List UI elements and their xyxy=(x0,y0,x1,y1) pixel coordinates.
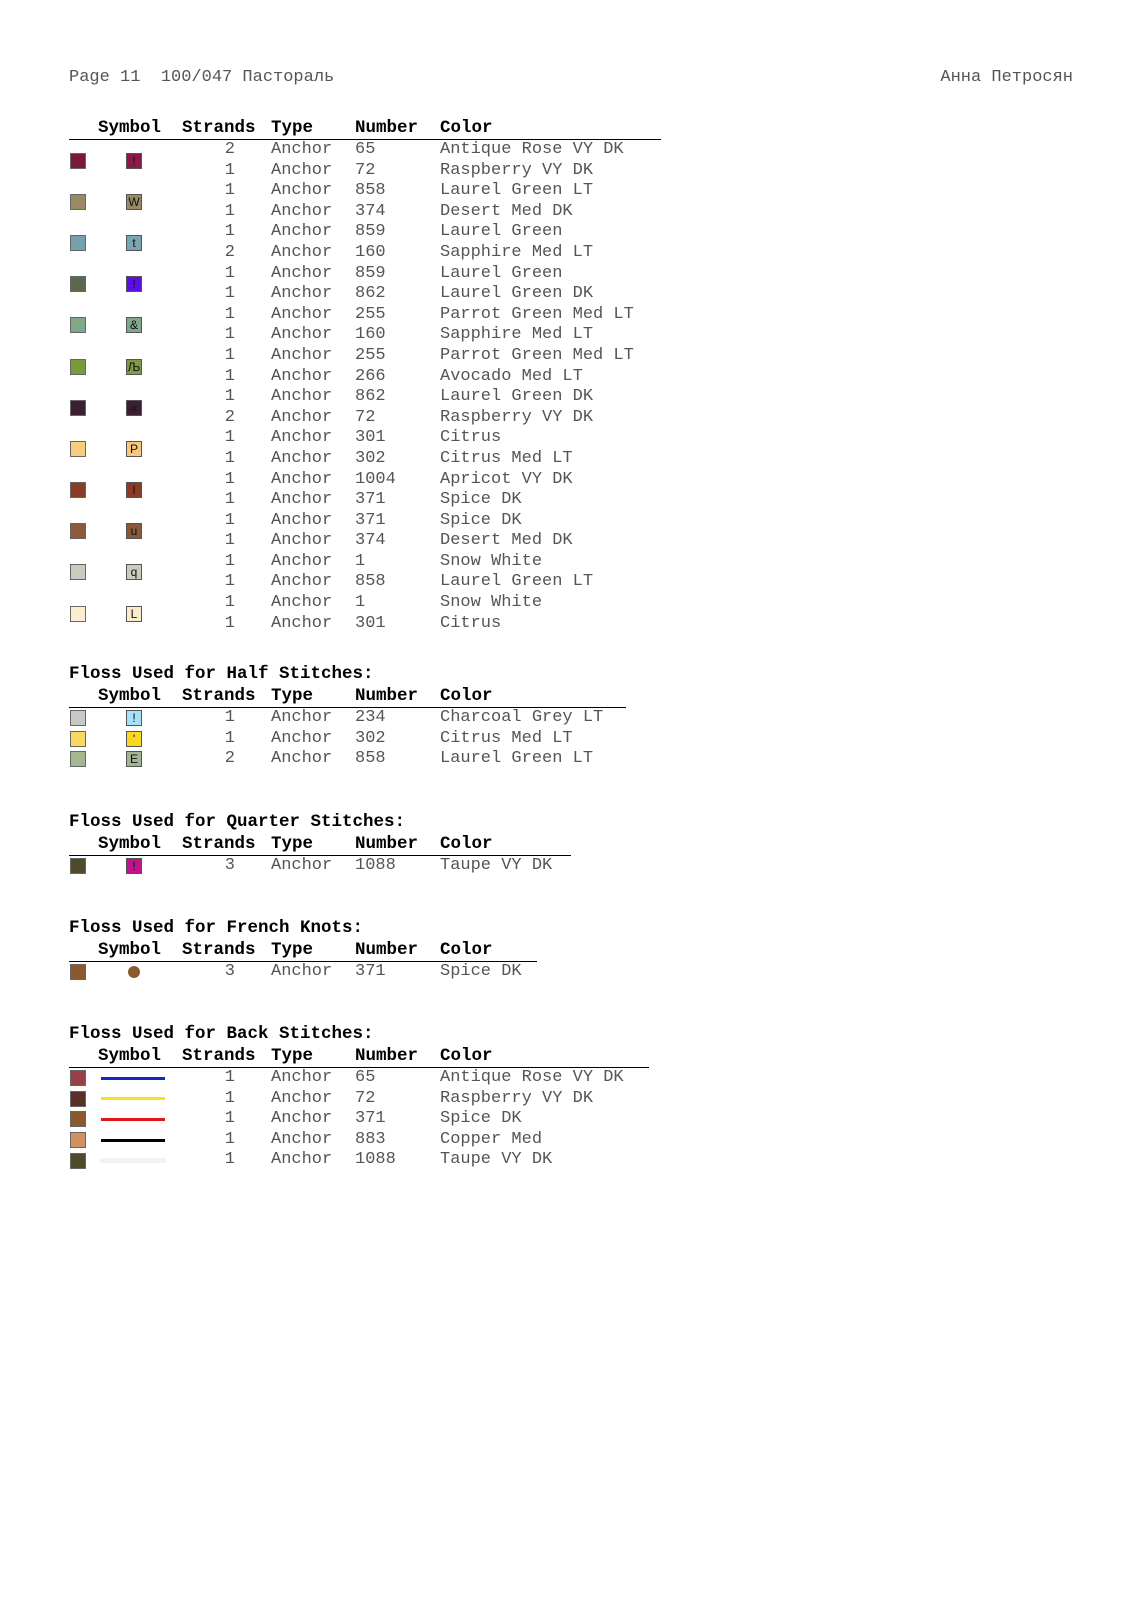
column-header-type: Type xyxy=(271,686,314,706)
number-value: 374 xyxy=(355,531,386,551)
type-value: Anchor xyxy=(271,387,333,407)
column-header-symbol: Symbol xyxy=(98,1046,162,1066)
number-value: 371 xyxy=(355,962,386,981)
strands-value: 1 xyxy=(224,469,235,489)
color-swatch xyxy=(70,964,86,980)
number-value: 301 xyxy=(355,428,386,448)
color-name: Apricot VY DK xyxy=(440,469,573,489)
color-name: Laurel Green LT xyxy=(440,749,594,769)
symbol-box: q xyxy=(126,564,142,580)
symbol-box: E xyxy=(126,751,142,767)
table-row xyxy=(69,264,661,285)
color-swatch xyxy=(70,858,86,874)
french-knot-dot xyxy=(128,966,140,978)
type-value: Anchor xyxy=(271,749,333,769)
back-stitches-table xyxy=(69,1023,649,1171)
table-header xyxy=(69,1045,649,1068)
table-row xyxy=(69,729,626,750)
type-value: Anchor xyxy=(271,304,333,324)
strands-value: 1 xyxy=(224,613,235,633)
table-row xyxy=(69,1109,649,1130)
table-row xyxy=(69,1130,649,1151)
strands-value: 1 xyxy=(224,708,235,727)
type-value: Anchor xyxy=(271,1109,333,1129)
column-header-symbol: Symbol xyxy=(98,686,162,706)
color-swatch xyxy=(70,1111,86,1127)
table-row xyxy=(69,346,661,367)
symbol-box: ! xyxy=(126,710,142,726)
number-value: 1 xyxy=(355,593,366,613)
color-name: Taupe VY DK xyxy=(440,856,553,875)
column-header-color: Color xyxy=(440,940,493,960)
table-row xyxy=(69,614,661,635)
color-name: Snow White xyxy=(440,593,543,613)
symbol-box: & xyxy=(126,317,142,333)
symbol-box: W xyxy=(126,194,142,210)
floss-group xyxy=(69,593,661,634)
column-header-number: Number xyxy=(355,118,419,138)
type-value: Anchor xyxy=(271,531,333,551)
symbol-box: Љ xyxy=(127,359,141,374)
number-value: 160 xyxy=(355,242,386,262)
strands-value: 1 xyxy=(224,366,235,386)
symbol-box: « xyxy=(126,400,142,416)
table-row xyxy=(69,161,661,182)
color-name: Citrus Med LT xyxy=(440,448,573,468)
back-stitch-line xyxy=(101,1118,165,1121)
strands-value: 1 xyxy=(224,728,235,748)
column-header-strands: Strands xyxy=(182,940,256,960)
table-row xyxy=(69,222,661,243)
column-header-number: Number xyxy=(355,1046,419,1066)
type-value: Anchor xyxy=(271,222,333,242)
number-value: 65 xyxy=(355,1068,376,1087)
number-value: 1 xyxy=(355,551,366,571)
column-header-strands: Strands xyxy=(182,834,256,854)
table-row xyxy=(69,552,661,573)
floss-group xyxy=(69,140,661,181)
type-value: Anchor xyxy=(271,962,333,981)
strands-value: 1 xyxy=(224,325,235,345)
color-name: Spice DK xyxy=(440,962,522,981)
color-swatch xyxy=(70,1132,86,1148)
color-swatch xyxy=(70,235,86,251)
color-name: Avocado Med LT xyxy=(440,366,583,386)
table-row xyxy=(69,243,661,264)
back-stitch-line xyxy=(101,1077,165,1080)
french-knots-table xyxy=(69,917,537,983)
color-swatch xyxy=(70,1070,86,1086)
table-row xyxy=(69,408,661,429)
table-row xyxy=(69,284,661,305)
symbol-box: l xyxy=(126,482,142,498)
back-stitch-line xyxy=(101,1097,165,1100)
color-swatch xyxy=(70,317,86,333)
symbol-box: t xyxy=(126,235,142,251)
table-row xyxy=(69,140,661,161)
symbol-box: ' xyxy=(126,731,142,747)
color-name: Spice DK xyxy=(440,490,522,510)
strands-value: 1 xyxy=(224,222,235,242)
color-name: Spice DK xyxy=(440,1109,522,1129)
table-row xyxy=(69,531,661,552)
column-header-type: Type xyxy=(271,834,314,854)
color-swatch xyxy=(70,731,86,747)
color-name: Laurel Green DK xyxy=(440,284,594,304)
table-row xyxy=(69,1150,649,1171)
number-value: 255 xyxy=(355,345,386,365)
table-row xyxy=(69,490,661,511)
table-row xyxy=(69,428,661,449)
color-swatch xyxy=(70,441,86,457)
strands-value: 1 xyxy=(224,1068,235,1087)
color-name: Laurel Green xyxy=(440,263,563,283)
floss-group xyxy=(69,305,661,346)
table-row xyxy=(69,181,661,202)
strands-value: 1 xyxy=(224,551,235,571)
number-value: 302 xyxy=(355,448,386,468)
color-name: Raspberry VY DK xyxy=(440,1088,594,1108)
number-value: 72 xyxy=(355,160,376,180)
strands-value: 1 xyxy=(224,593,235,613)
type-value: Anchor xyxy=(271,345,333,365)
number-value: 234 xyxy=(355,708,386,727)
strands-value: 1 xyxy=(224,387,235,407)
table-row xyxy=(69,749,626,770)
table-row xyxy=(69,470,661,491)
strands-value: 3 xyxy=(224,856,235,875)
color-name: Citrus xyxy=(440,428,502,448)
strands-value: 3 xyxy=(224,962,235,981)
type-value: Anchor xyxy=(271,428,333,448)
strands-value: 1 xyxy=(224,1150,235,1170)
table-row xyxy=(69,449,661,470)
number-value: 862 xyxy=(355,387,386,407)
type-value: Anchor xyxy=(271,1068,333,1087)
main-floss-table xyxy=(69,117,661,634)
color-name: Raspberry VY DK xyxy=(440,160,594,180)
section-title: Floss Used for Back Stitches: xyxy=(69,1024,374,1044)
table-row xyxy=(69,367,661,388)
color-swatch xyxy=(70,153,86,169)
number-value: 371 xyxy=(355,510,386,530)
column-header-number: Number xyxy=(355,686,419,706)
floss-group xyxy=(69,428,661,469)
floss-group xyxy=(69,511,661,552)
quarter-stitches-table xyxy=(69,811,571,877)
type-value: Anchor xyxy=(271,510,333,530)
column-header-number: Number xyxy=(355,940,419,960)
strands-value: 1 xyxy=(224,345,235,365)
number-value: 65 xyxy=(355,140,376,159)
column-header-type: Type xyxy=(271,940,314,960)
symbol-box: ! xyxy=(126,153,142,169)
table-row xyxy=(69,511,661,532)
color-swatch xyxy=(70,359,86,375)
section-title: Floss Used for Half Stitches: xyxy=(69,664,374,684)
number-value: 266 xyxy=(355,366,386,386)
type-value: Anchor xyxy=(271,593,333,613)
strands-value: 1 xyxy=(224,490,235,510)
number-value: 302 xyxy=(355,728,386,748)
number-value: 858 xyxy=(355,572,386,592)
color-name: Copper Med xyxy=(440,1129,543,1149)
color-swatch xyxy=(70,1153,86,1169)
color-name: Laurel Green LT xyxy=(440,181,594,201)
color-name: Desert Med DK xyxy=(440,531,573,551)
color-swatch xyxy=(70,564,86,580)
column-header-strands: Strands xyxy=(182,686,256,706)
number-value: 862 xyxy=(355,284,386,304)
strands-value: 2 xyxy=(224,407,235,427)
number-value: 160 xyxy=(355,325,386,345)
color-name: Citrus Med LT xyxy=(440,728,573,748)
column-header-color: Color xyxy=(440,118,493,138)
strands-value: 1 xyxy=(224,1109,235,1129)
strands-value: 1 xyxy=(224,284,235,304)
type-value: Anchor xyxy=(271,284,333,304)
number-value: 1088 xyxy=(355,1150,396,1170)
strands-value: 1 xyxy=(224,160,235,180)
floss-group xyxy=(69,470,661,511)
number-value: 883 xyxy=(355,1129,386,1149)
type-value: Anchor xyxy=(271,181,333,201)
table-row xyxy=(69,325,661,346)
number-value: 859 xyxy=(355,222,386,242)
strands-value: 2 xyxy=(224,242,235,262)
number-value: 371 xyxy=(355,490,386,510)
symbol-box: P xyxy=(126,441,142,457)
type-value: Anchor xyxy=(271,551,333,571)
table-row xyxy=(69,202,661,223)
floss-group xyxy=(69,552,661,593)
type-value: Anchor xyxy=(271,490,333,510)
number-value: 301 xyxy=(355,613,386,633)
type-value: Anchor xyxy=(271,140,333,159)
table-row xyxy=(69,962,537,983)
symbol-box: u xyxy=(126,523,142,539)
strands-value: 1 xyxy=(224,510,235,530)
color-swatch xyxy=(70,710,86,726)
strands-value: 1 xyxy=(224,263,235,283)
color-name: Snow White xyxy=(440,551,543,571)
color-swatch xyxy=(70,1091,86,1107)
column-header-type: Type xyxy=(271,118,314,138)
type-value: Anchor xyxy=(271,469,333,489)
color-swatch xyxy=(70,276,86,292)
table-row xyxy=(69,387,661,408)
table-row xyxy=(69,1089,649,1110)
section-title: Floss Used for French Knots: xyxy=(69,918,364,938)
type-value: Anchor xyxy=(271,242,333,262)
color-name: Desert Med DK xyxy=(440,201,573,221)
color-name: Sapphire Med LT xyxy=(440,242,594,262)
type-value: Anchor xyxy=(271,856,333,875)
strands-value: 1 xyxy=(224,1129,235,1149)
color-name: Citrus xyxy=(440,613,502,633)
type-value: Anchor xyxy=(271,1088,333,1108)
back-stitch-line xyxy=(101,1159,165,1162)
type-value: Anchor xyxy=(271,448,333,468)
strands-value: 1 xyxy=(224,531,235,551)
number-value: 858 xyxy=(355,181,386,201)
type-value: Anchor xyxy=(271,201,333,221)
number-value: 72 xyxy=(355,1088,376,1108)
color-swatch xyxy=(70,606,86,622)
strands-value: 1 xyxy=(224,448,235,468)
number-value: 859 xyxy=(355,263,386,283)
column-header-color: Color xyxy=(440,686,493,706)
color-name: Antique Rose VY DK xyxy=(440,1068,624,1087)
column-header-symbol: Symbol xyxy=(98,118,162,138)
half-stitches-table xyxy=(69,663,626,770)
column-header-number: Number xyxy=(355,834,419,854)
type-value: Anchor xyxy=(271,160,333,180)
strands-value: 1 xyxy=(224,304,235,324)
table-row xyxy=(69,1068,649,1089)
floss-group xyxy=(69,264,661,305)
number-value: 371 xyxy=(355,1109,386,1129)
table-header xyxy=(69,833,571,856)
strands-value: 2 xyxy=(224,140,235,159)
type-value: Anchor xyxy=(271,613,333,633)
column-header-color: Color xyxy=(440,834,493,854)
color-swatch xyxy=(70,400,86,416)
symbol-box: ! xyxy=(126,276,142,292)
table-row xyxy=(69,856,571,877)
color-name: Laurel Green LT xyxy=(440,572,594,592)
page-header-author: Анна Петросян xyxy=(940,68,1073,87)
color-name: Antique Rose VY DK xyxy=(440,140,624,159)
color-swatch xyxy=(70,751,86,767)
table-row xyxy=(69,305,661,326)
color-name: Parrot Green Med LT xyxy=(440,345,634,365)
page-header-left: Page 11 100/047 Пастораль xyxy=(69,68,335,87)
column-header-color: Color xyxy=(440,1046,493,1066)
table-header xyxy=(69,117,661,140)
color-name: Sapphire Med LT xyxy=(440,325,594,345)
type-value: Anchor xyxy=(271,708,333,727)
type-value: Anchor xyxy=(271,1150,333,1170)
strands-value: 1 xyxy=(224,572,235,592)
floss-group xyxy=(69,222,661,263)
type-value: Anchor xyxy=(271,263,333,283)
color-name: Raspberry VY DK xyxy=(440,407,594,427)
strands-value: 1 xyxy=(224,1088,235,1108)
color-name: Laurel Green xyxy=(440,222,563,242)
number-value: 255 xyxy=(355,304,386,324)
strands-value: 1 xyxy=(224,201,235,221)
type-value: Anchor xyxy=(271,572,333,592)
section-title: Floss Used for Quarter Stitches: xyxy=(69,812,406,832)
color-name: Laurel Green DK xyxy=(440,387,594,407)
type-value: Anchor xyxy=(271,325,333,345)
symbol-box: ! xyxy=(126,858,142,874)
type-value: Anchor xyxy=(271,728,333,748)
number-value: 72 xyxy=(355,407,376,427)
color-name: Parrot Green Med LT xyxy=(440,304,634,324)
column-header-symbol: Symbol xyxy=(98,834,162,854)
number-value: 1088 xyxy=(355,856,396,875)
number-value: 374 xyxy=(355,201,386,221)
strands-value: 1 xyxy=(224,181,235,201)
type-value: Anchor xyxy=(271,366,333,386)
floss-group xyxy=(69,346,661,387)
color-swatch xyxy=(70,482,86,498)
column-header-type: Type xyxy=(271,1046,314,1066)
symbol-box: L xyxy=(126,606,142,622)
floss-group xyxy=(69,181,661,222)
column-header-strands: Strands xyxy=(182,1046,256,1066)
type-value: Anchor xyxy=(271,407,333,427)
strands-value: 2 xyxy=(224,749,235,769)
table-header xyxy=(69,939,537,962)
number-value: 858 xyxy=(355,749,386,769)
strands-value: 1 xyxy=(224,428,235,448)
type-value: Anchor xyxy=(271,1129,333,1149)
column-header-strands: Strands xyxy=(182,118,256,138)
table-row xyxy=(69,593,661,614)
color-swatch xyxy=(70,194,86,210)
table-header xyxy=(69,685,626,708)
floss-group xyxy=(69,387,661,428)
color-name: Taupe VY DK xyxy=(440,1150,553,1170)
color-name: Charcoal Grey LT xyxy=(440,708,604,727)
table-row xyxy=(69,572,661,593)
back-stitch-line xyxy=(101,1139,165,1142)
color-swatch xyxy=(70,523,86,539)
color-name: Spice DK xyxy=(440,510,522,530)
table-row xyxy=(69,708,626,729)
number-value: 1004 xyxy=(355,469,396,489)
column-header-symbol: Symbol xyxy=(98,940,162,960)
